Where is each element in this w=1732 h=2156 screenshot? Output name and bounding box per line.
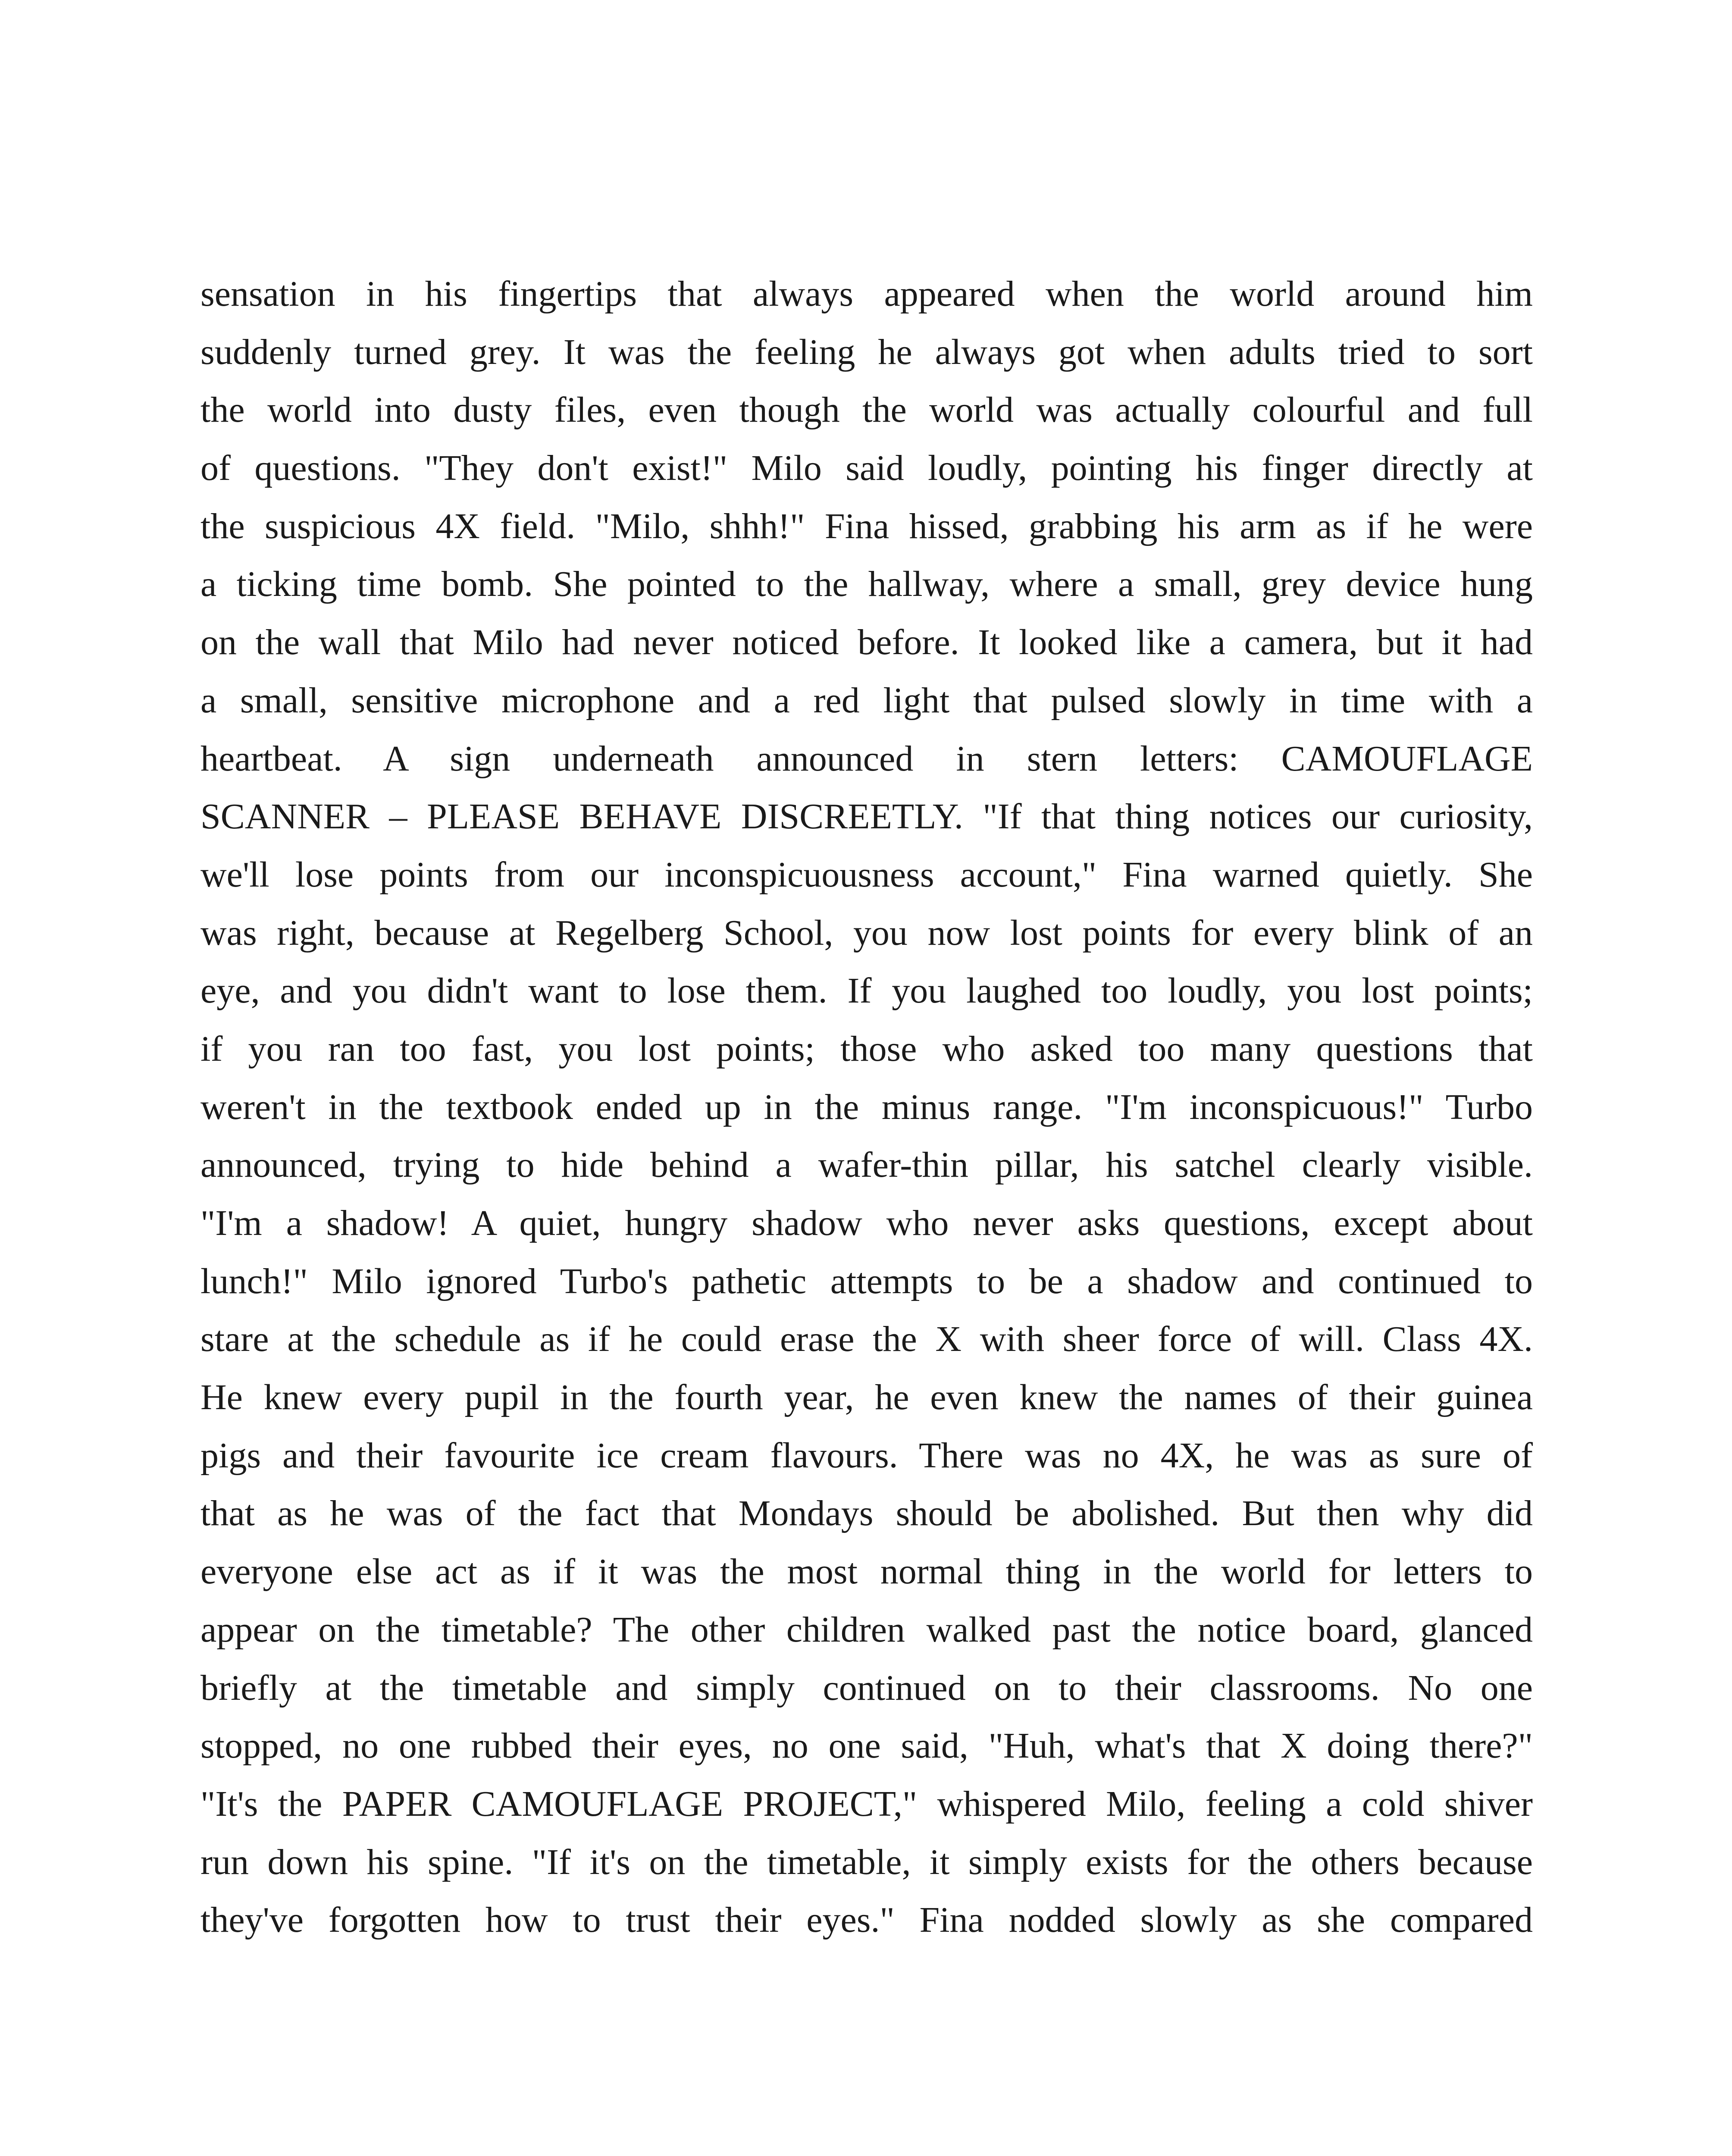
text-line: the world into dusty files, even though the world was actually colourful and full (200, 390, 1533, 430)
text-line: He knew every pupil in the fourth year, he even knew the names of their guinea (200, 1377, 1533, 1418)
text-line: eye, and you didn't want to lose them. If you laughed too loudly, you lost points; (200, 971, 1533, 1011)
text-line: a ticking time bomb. She pointed to the hallway, where a small, grey device hung (200, 564, 1533, 605)
text-line: stopped, no one rubbed their eyes, no one said, "Huh, what's that X doing there?" (200, 1726, 1533, 1766)
text-line: we'll lose points from our inconspicuousness account," Fina warned quietly. She (200, 854, 1533, 895)
text-line: lunch!" Milo ignored Turbo's pathetic attempts to be a shadow and continued to (200, 1261, 1533, 1301)
text-line: briefly at the timetable and simply continued on to their classrooms. No one (200, 1667, 1533, 1708)
text-line: pigs and their favourite ice cream flavours. There was no 4X, he was as sure of (200, 1435, 1533, 1476)
body-text (200, 265, 1533, 1949)
text-line: that as he was of the fact that Mondays should be abolished. But then why did (200, 1493, 1533, 1534)
text-line: weren't in the textbook ended up in the minus range. "I'm inconspicuous!" Turbo (200, 1087, 1533, 1127)
text-line: heartbeat. A sign underneath announced in stern letters: CAMOUFLAGE (200, 738, 1533, 779)
text-line: "I'm a shadow! A quiet, hungry shadow who never asks questions, except about (200, 1203, 1533, 1243)
text-line: SCANNER – PLEASE BEHAVE DISCREETLY. "If that thing notices our curiosity, (200, 796, 1533, 837)
text-line: announced, trying to hide behind a wafer-thin pillar, his satchel clearly visible. (200, 1145, 1533, 1185)
text-line: on the wall that Milo had never noticed before. It looked like a camera, but it had (200, 622, 1533, 663)
text-line: if you ran too fast, you lost points; those who asked too many questions that (200, 1028, 1533, 1069)
text-line: run down his spine. "If it's on the timetable, it simply exists for the others because (200, 1842, 1533, 1882)
text-line: was right, because at Regelberg School, you now lost points for every blink of an (200, 912, 1533, 953)
text-line: appear on the timetable? The other children walked past the notice board, glanced (200, 1609, 1533, 1650)
text-line: sensation in his fingertips that always appeared when the world around him (200, 274, 1533, 314)
text-line: a small, sensitive microphone and a red light that pulsed slowly in time with a (200, 680, 1533, 721)
text-line: "It's the PAPER CAMOUFLAGE PROJECT," whispered Milo, feeling a cold shiver (200, 1783, 1533, 1824)
text-line: everyone else act as if it was the most normal thing in the world for letters to (200, 1551, 1533, 1592)
text-line: the suspicious 4X field. "Milo, shhh!" Fina hissed, grabbing his arm as if he were (200, 506, 1533, 546)
text-line: stare at the schedule as if he could erase the X with sheer force of will. Class 4X. (200, 1319, 1533, 1360)
text-line: of questions. "They don't exist!" Milo said loudly, pointing his finger directly at (200, 448, 1533, 489)
text-line: suddenly turned grey. It was the feeling he always got when adults tried to sort (200, 332, 1533, 372)
text-line: they've forgotten how to trust their eyes." Fina nodded slowly as she compared (200, 1900, 1533, 1940)
